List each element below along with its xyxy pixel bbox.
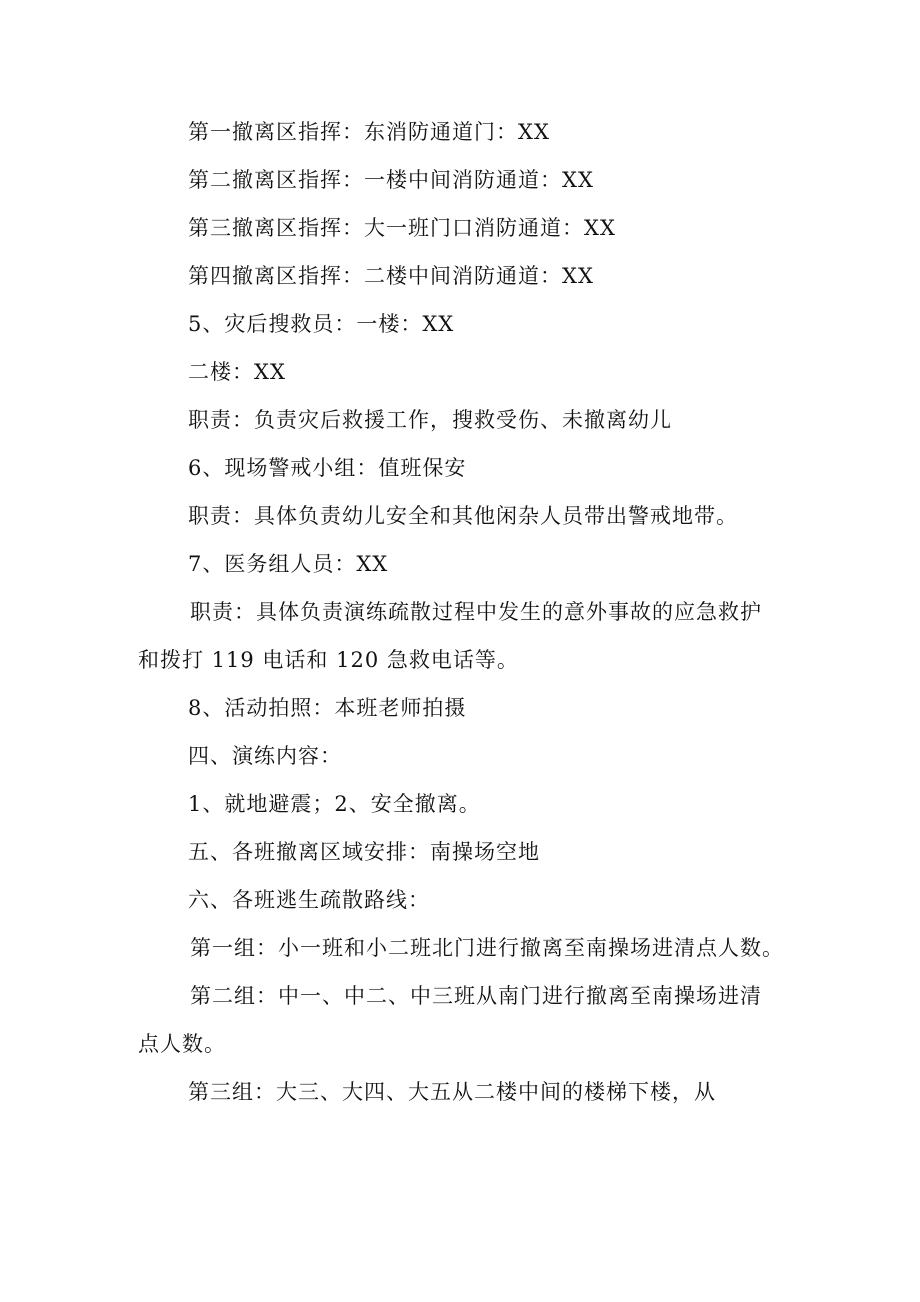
text-line: 8、活动拍照：本班老师拍摄	[188, 696, 467, 720]
text-line: 5、灾后搜救员：一楼：XX	[188, 312, 455, 336]
text-line: 第三撤离区指挥：大一班门口消防通道：XX	[188, 216, 616, 240]
text-line: 六、各班逃生疏散路线：	[188, 888, 430, 912]
text-line: 职责：具体负责幼儿安全和其他闲杂人员带出警戒地带。	[188, 504, 738, 528]
text-line: 第四撤离区指挥：二楼中间消防通道：XX	[188, 264, 594, 288]
text-line: 四、演练内容：	[188, 744, 342, 768]
text-line: 二楼：XX	[188, 360, 286, 384]
text-line: 6、现场警戒小组：值班保安	[188, 456, 467, 480]
text-line: 第二撤离区指挥：一楼中间消防通道：XX	[188, 168, 594, 192]
text-line: 第三组：大三、大四、大五从二楼中间的楼梯下楼，从	[188, 1080, 716, 1104]
text-line: 第二组：中一、中二、中三班从南门进行撤离至南操场进清	[190, 984, 762, 1008]
text-line: 点人数。	[138, 1032, 226, 1056]
text-line: 第一撤离区指挥：东消防通道门：XX	[188, 120, 550, 144]
text-line: 第一组：小一班和小二班北门进行撤离至南操场进清点人数。	[190, 936, 784, 960]
text-line: 职责：具体负责演练疏散过程中发生的意外事故的应急救护	[190, 600, 762, 624]
text-line: 7、医务组人员：XX	[188, 552, 389, 576]
text-line: 职责：负责灾后救援工作，搜救受伤、未撤离幼儿	[188, 408, 672, 432]
text-line: 1、就地避震；2、安全撤离。	[188, 792, 481, 816]
text-line: 五、各班撤离区域安排：南操场空地	[188, 840, 540, 864]
text-line: 和拨打 119 电话和 120 急救电话等。	[138, 648, 519, 672]
